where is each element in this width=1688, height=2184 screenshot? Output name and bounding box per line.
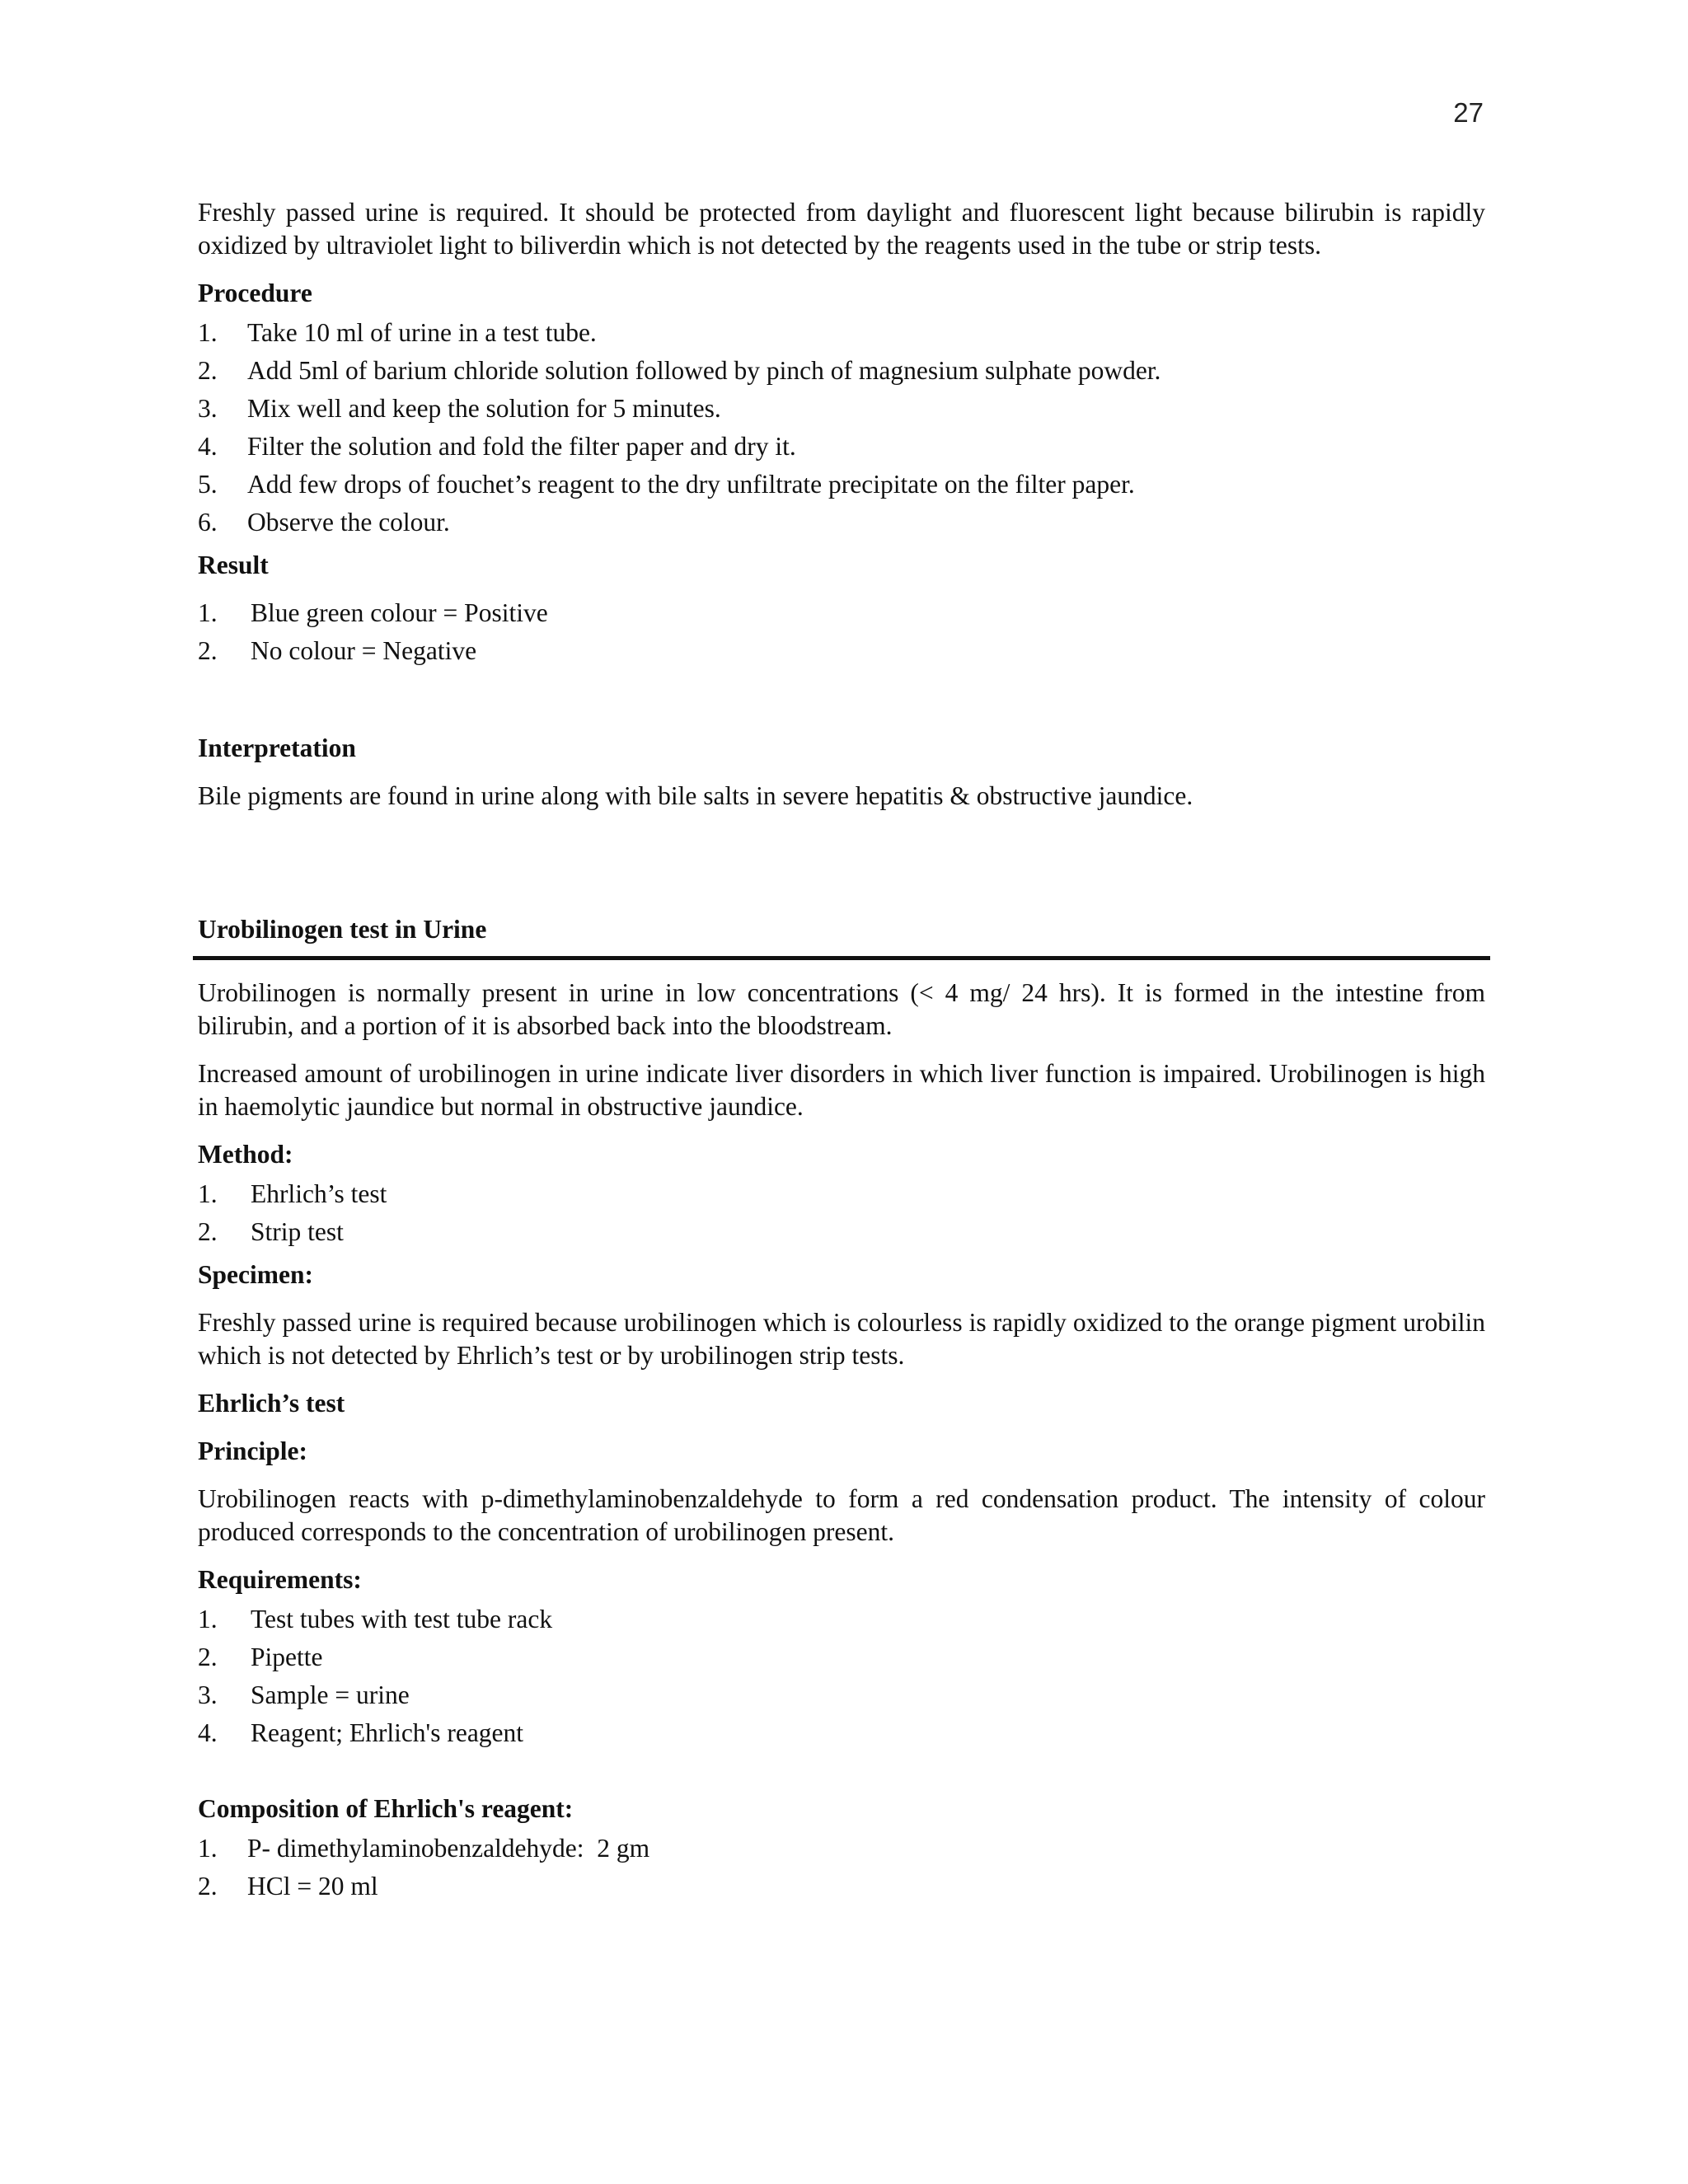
- section-title: Urobilinogen test in Urine: [198, 915, 487, 944]
- method-list: [198, 1178, 1485, 1249]
- page-number: 27: [1453, 97, 1484, 128]
- composition-list: [198, 1832, 1485, 1903]
- list-item: 2. Add 5ml of barium chloride solution followed by pinch of magnesium sulphate powder.: [198, 356, 1161, 385]
- result-heading: Result: [198, 551, 269, 579]
- requirements-heading: Requirements:: [198, 1565, 362, 1594]
- interpretation-text: Bile pigments are found in urine along with bile salts in severe hepatitis & obstructive jaundice.: [198, 781, 1193, 810]
- specimen-text: Freshly passed urine is required because urobilinogen which is colourless is rapidly oxidized to the orange pigment urobilin which is not detected by Ehrlich’s test or by urobilinogen strip tests.: [198, 1308, 1485, 1370]
- urobilinogen-paragraph-2: Increased amount of urobilinogen in urine indicate liver disorders in which liver function is impaired. Urobilinogen is high in haemolytic jaundice but normal in obstructive jaundice.: [198, 1059, 1485, 1121]
- list-item: 2. Pipette: [198, 1643, 323, 1671]
- interpretation-heading: Interpretation: [198, 733, 356, 762]
- list-item: 4. Filter the solution and fold the filter paper and dry it.: [198, 432, 796, 461]
- result-list: [198, 597, 1485, 668]
- procedure-list: [198, 316, 1485, 539]
- list-item: 1. Take 10 ml of urine in a test tube.: [198, 318, 597, 347]
- list-item: 6. Observe the colour.: [198, 508, 450, 537]
- list-item: 2. HCl = 20 ml: [198, 1872, 378, 1900]
- list-item: 2. No colour = Negative: [198, 636, 477, 665]
- list-item: 3. Mix well and keep the solution for 5 minutes.: [198, 394, 721, 423]
- urobilinogen-paragraph-1: Urobilinogen is normally present in urine in low concentrations (< 4 mg/ 24 hrs). It is formed in the intestine from bilirubin, and a portion of it is absorbed back into the bloodstream.: [198, 978, 1485, 1040]
- list-item: 2. Strip test: [198, 1217, 344, 1246]
- principle-heading: Principle:: [198, 1436, 307, 1465]
- ehrlich-test-heading: Ehrlich’s test: [198, 1389, 345, 1418]
- composition-heading: Composition of Ehrlich's reagent:: [198, 1794, 574, 1823]
- page-content: [198, 196, 1485, 1908]
- list-item: 3. Sample = urine: [198, 1680, 410, 1709]
- procedure-heading: Procedure: [198, 279, 312, 307]
- method-heading: Method:: [198, 1140, 293, 1169]
- specimen-heading: Specimen:: [198, 1260, 313, 1289]
- list-item: 4. Reagent; Ehrlich's reagent: [198, 1718, 524, 1747]
- list-item: 1. P- dimethylaminobenzaldehyde: 2 gm: [198, 1834, 650, 1863]
- section-divider: [193, 956, 1490, 960]
- list-item: 1. Test tubes with test tube rack: [198, 1605, 553, 1633]
- intro-paragraph: Freshly passed urine is required. It should be protected from daylight and fluorescent light because bilirubin is rapidly oxidized by ultraviolet light to biliverdin which is not detected by the reagents used in the tube or strip tests.: [198, 198, 1485, 260]
- list-item: 1. Ehrlich’s test: [198, 1179, 387, 1208]
- list-item: 5. Add few drops of fouchet’s reagent to the dry unfiltrate precipitate on the filter paper.: [198, 470, 1135, 499]
- requirements-list: [198, 1603, 1485, 1750]
- principle-text: Urobilinogen reacts with p-dimethylaminobenzaldehyde to form a red condensation product. The intensity of colour produced corresponds to the concentration of urobilinogen present.: [198, 1484, 1485, 1546]
- list-item: 1. Blue green colour = Positive: [198, 598, 548, 627]
